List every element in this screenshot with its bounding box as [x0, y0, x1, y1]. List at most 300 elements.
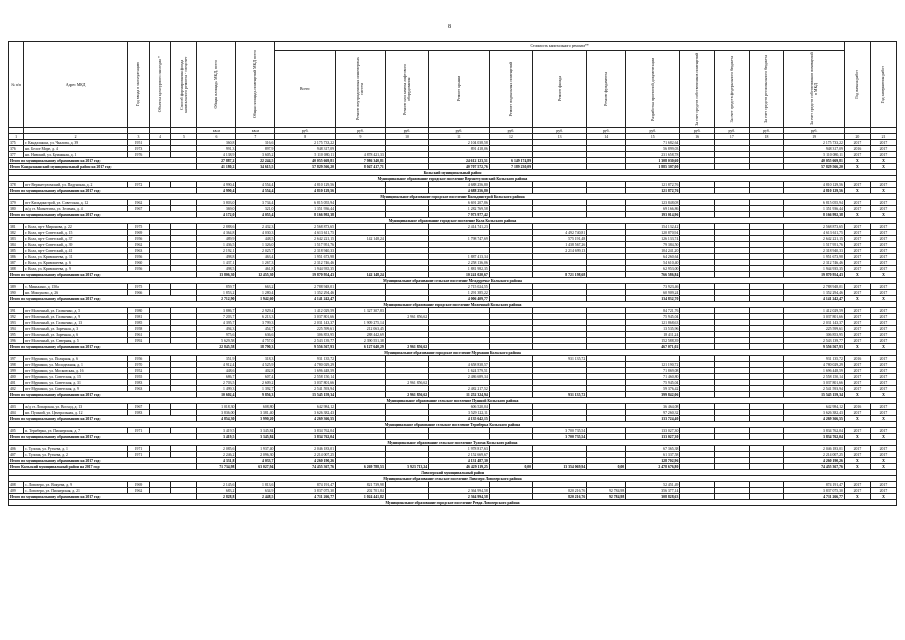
cell-col-11: 2 482 217,52: [429, 386, 490, 392]
cell-col-15: 133 027,30: [626, 428, 680, 434]
cell-col-19: 2 031 143,37: [784, 320, 845, 326]
table-body: [9, 128, 897, 506]
cell-col-21: X: [870, 344, 896, 350]
cell-col-7: 4 757,0: [236, 338, 275, 344]
cell-col-1: 377: [9, 152, 24, 158]
cell-col-2: с. Ловозеро, ул. Пионерская, д. 21: [24, 488, 128, 494]
cell-col-8: 4 613 611,75: [275, 230, 336, 236]
cell-col-19: 2 568 873,65: [784, 224, 845, 230]
cell-col-15: 133 724,40: [626, 416, 680, 422]
cell-col-20: 2017: [844, 326, 870, 332]
cell-col-8: 1 352 294,46: [275, 290, 336, 296]
column-number-cell: 21: [870, 134, 896, 140]
column-number-cell: 17: [715, 134, 750, 140]
total-label: Итого по муниципальному образованию на 2017 год:: [9, 392, 197, 398]
cell-col-21: X: [870, 272, 896, 278]
cell-col-2: пгт Мурмаши, ул. Советская, д. 9: [24, 386, 128, 392]
cell-col-20: 2017: [844, 254, 870, 260]
total-label: Итого по муниципальному образованию на 2017 год:: [9, 158, 197, 164]
cell-col-20: 2017: [844, 452, 870, 458]
cell-col-11: 4 688 256,80: [429, 188, 490, 194]
cell-col-7: 4 525,9: [236, 362, 275, 368]
cell-col-3: 1971: [128, 452, 150, 458]
cell-col-15: 67 365,38: [626, 446, 680, 452]
cell-col-21: 2017: [870, 260, 896, 266]
cell-col-15: 134 832,70: [626, 296, 680, 302]
cell-col-8: 225 599,61: [275, 326, 336, 332]
cell-col-1: 398: [9, 362, 24, 368]
col-repair-engineering: Ремонт внутридомовых инженерных систем: [336, 51, 386, 128]
cell-col-2: г. Кола, ул. Кривошеева, д. 6: [24, 260, 128, 266]
cell-col-21: 2017: [870, 338, 896, 344]
cell-col-15: 2 478 676,80: [626, 464, 680, 470]
cell-col-8: 2 543 139,77: [275, 338, 336, 344]
cell-col-2: пгт Мурмаши, ул. Полярная, д. 6: [24, 356, 128, 362]
cell-col-20: X: [844, 494, 870, 500]
section-title: Муниципальное образование городское поселение Мурмаши Кольского района: [9, 350, 897, 356]
cell-col-20: 2017: [844, 410, 870, 416]
cell-col-19: 2 642 221,15: [784, 236, 845, 242]
cell-col-8: 931 135,72: [275, 356, 336, 362]
cell-col-15: 133 027,30: [626, 434, 680, 440]
unit-cell: руб.: [784, 128, 845, 134]
cell-col-19: 57 829 566,20: [784, 164, 845, 170]
cell-col-8: 19 870 954,43: [275, 272, 336, 278]
section-title: Муниципальное образование городское поселение Молочный Кольского района: [9, 302, 897, 308]
cell-col-20: 2017: [844, 224, 870, 230]
cell-col-19: 19 870 954,43: [784, 272, 845, 278]
cell-col-21: 2017: [870, 446, 896, 452]
cell-col-21: X: [870, 458, 896, 464]
cell-col-3: 1976: [128, 152, 150, 158]
cell-col-7: 608,80: [236, 404, 275, 410]
cell-col-2: г. Кола, ул. Кривошеева, д. 9: [24, 266, 128, 272]
cell-col-7: 318,3: [236, 356, 275, 362]
section-title: Муниципальное образование сельское поселение Тулома Кольского района: [9, 440, 897, 446]
cell-col-9: 288 442,69: [336, 332, 386, 338]
page-number: 8: [448, 24, 451, 30]
cell-col-20: 2017: [844, 386, 870, 392]
cell-col-11: 2 364 994,58: [429, 488, 490, 494]
cell-col-21: 2017: [870, 326, 896, 332]
cell-col-7: 663,2: [236, 284, 275, 290]
cell-col-3: 1966: [128, 290, 150, 296]
cell-col-13: 931 135,72: [533, 356, 587, 362]
cell-col-9: 7 986 340,81: [336, 158, 386, 164]
cell-col-6: 1 437,1: [197, 260, 236, 266]
cell-col-8: 8 166 992,38: [275, 212, 336, 218]
cell-col-15: 36 464,08: [626, 404, 680, 410]
cell-col-21: 2017: [870, 314, 896, 320]
col-design-docs: Разработка проектной документации: [626, 51, 680, 128]
cell-col-20: X: [844, 458, 870, 464]
cell-col-8: 4 260 190,26: [275, 458, 336, 464]
cell-col-21: 2017: [870, 452, 896, 458]
cell-col-20: X: [844, 416, 870, 422]
cell-col-10: 2 961 856,62: [385, 392, 428, 398]
cell-col-19: 3 037 801,66: [784, 380, 845, 386]
cell-col-6: 3 419,5: [197, 428, 236, 434]
cell-col-2: нп. Белое Море, д. 4: [24, 146, 128, 152]
cell-col-11: 2 486 689,34: [429, 374, 490, 380]
cell-col-14: 0,00: [587, 464, 626, 470]
cell-col-8: 5 110 080,11: [275, 152, 336, 158]
cell-col-2: пгт Молочный, ул. Гальченко, д. 5: [24, 308, 128, 314]
cell-col-21: 2017: [870, 248, 896, 254]
section-title: Муниципальное образование городское поселение Верхнетуломский Кольского района: [9, 176, 897, 182]
cell-col-21: 2017: [870, 200, 896, 206]
cell-col-3: 1971: [128, 446, 150, 452]
cell-col-1: 409: [9, 488, 24, 494]
col-year-commissioning: Год ввода в эксплуатацию: [128, 42, 150, 128]
cell-col-15: 69 166,86: [626, 206, 680, 212]
cell-col-21: 2017: [870, 404, 896, 410]
cell-col-20: X: [844, 188, 870, 194]
cell-col-15: 121 190,72: [626, 362, 680, 368]
cell-col-21: 2017: [870, 482, 896, 488]
cell-col-3: 1956: [128, 266, 150, 272]
cell-col-8: 2 568 873,65: [275, 224, 336, 230]
cell-col-8: 4 141 242,47: [275, 296, 336, 302]
cell-col-13: 820 216,76: [533, 488, 587, 494]
section-title: Муниципальное образование сельское поселение Междуречье Кольского района: [9, 278, 897, 284]
cell-col-11: 606 520,04: [429, 404, 490, 410]
column-number-cell: 2: [24, 134, 128, 140]
column-number-cell: 19: [784, 134, 845, 140]
cell-col-21: X: [870, 434, 896, 440]
cell-col-3: 1956: [128, 236, 150, 242]
cell-col-19: 2 175 733,22: [784, 140, 845, 146]
cell-col-3: 1958: [128, 326, 150, 332]
unit-cell: руб.: [385, 128, 428, 134]
cell-col-15: 766 586,84: [626, 272, 680, 278]
cell-col-2: п. Териберка, ул. Пионерская, д. 7: [24, 428, 128, 434]
total-label: Итого по муниципальному образованию на 2017 год:: [9, 212, 197, 218]
cell-col-3: 1962: [128, 242, 150, 248]
cell-col-6: 3 419,5: [197, 434, 236, 440]
cell-col-11: 2 715 024,55: [429, 284, 490, 290]
unit-cell: кв.м: [197, 128, 236, 134]
cell-col-13: 575 191,48: [533, 236, 587, 242]
cell-col-21: X: [870, 494, 896, 500]
cell-col-3: 1955: [128, 374, 150, 380]
cell-col-15: 59 376,42: [626, 386, 680, 392]
cell-col-8: 40 055 669,81: [275, 158, 336, 164]
cell-col-1: 402: [9, 386, 24, 392]
cell-col-2: ж/д ст. Магнетиты, ул. Зеленая, д. 4: [24, 206, 128, 212]
cell-col-19: 4 141 242,47: [784, 296, 845, 302]
cell-col-8: 15 545 159,34: [275, 392, 336, 398]
cell-col-8: 1 951 673,98: [275, 254, 336, 260]
cell-col-3: 1969: [128, 230, 150, 236]
cell-col-9: 1 909 275,14: [336, 320, 386, 326]
cell-col-15: 52 451,49: [626, 482, 680, 488]
cell-col-13: 3 700 735,54: [533, 434, 587, 440]
cell-col-21: X: [870, 188, 896, 194]
cell-col-13: 1 438 567,26: [533, 242, 587, 248]
cell-col-21: 2017: [870, 410, 896, 416]
cell-col-15: 62 953,00: [626, 266, 680, 272]
cell-col-21: 2017: [870, 290, 896, 296]
cell-col-20: 2017: [844, 290, 870, 296]
cell-col-7: 3 345,84: [236, 428, 275, 434]
cell-col-20: 2017: [844, 260, 870, 266]
cell-col-3: 1960: [128, 260, 150, 266]
col-cultural-heritage: Объекты культурного наследия *: [149, 42, 171, 128]
cell-col-2: г. Кола, пр-т Миронова, д. 22: [24, 224, 128, 230]
cell-col-6: 4 138,9: [197, 152, 236, 158]
cell-col-8: 2 214 007,25: [275, 452, 336, 458]
cell-col-8: 1 412 029,59: [275, 308, 336, 314]
cell-col-3: 1983: [128, 410, 150, 416]
cell-col-6: 2 712,90: [197, 296, 236, 302]
cell-col-21: 2017: [870, 386, 896, 392]
cell-col-15: 71 460,80: [626, 374, 680, 380]
cell-col-19: 2 214 007,25: [784, 452, 845, 458]
cell-col-19: 2 318 940,33: [784, 248, 845, 254]
cell-col-19: 2 312 746,46: [784, 260, 845, 266]
cell-col-8: 6 815 055,94: [275, 200, 336, 206]
cell-col-6: 494,3: [197, 326, 236, 332]
cell-col-6: 369,0: [197, 206, 236, 212]
cell-col-15: 399 842,06: [626, 392, 680, 398]
cell-col-11: 40 707 572,76: [429, 164, 490, 170]
cell-col-6: 22 845,58: [197, 344, 236, 350]
col-total-area: Общая площадь МКД, всего: [197, 42, 236, 128]
column-number-cell: 20: [844, 134, 870, 140]
cell-col-6: 10 602,4: [197, 392, 236, 398]
cell-col-19: 4 810 129,56: [784, 188, 845, 194]
cell-col-20: 2016: [844, 146, 870, 152]
cell-col-6: 4 331,8: [197, 458, 236, 464]
cell-col-6: 1 436,5: [197, 242, 236, 248]
cell-col-2: с. Минькино, д. 150а: [24, 284, 128, 290]
col-premises-area: Общая площадь помещений МКД всего: [236, 42, 275, 128]
cell-col-1: 391: [9, 308, 24, 314]
cell-col-21: 2017: [870, 224, 896, 230]
total-label: Итого Кольский муниципальный район на 2017 год:: [9, 464, 197, 470]
cell-col-1: 394: [9, 326, 24, 332]
cell-col-1: 378: [9, 182, 24, 188]
unit-cell: руб.: [489, 128, 532, 134]
cell-col-20: X: [844, 434, 870, 440]
cell-col-20: 2017: [844, 446, 870, 452]
cell-col-8: 2 541 593,94: [275, 386, 336, 392]
cell-col-6: 498,5: [197, 266, 236, 272]
cell-col-6: 4 990,4: [197, 188, 236, 194]
cell-col-7: 4 554,4: [236, 188, 275, 194]
cell-col-19: 1 696 448,59: [784, 368, 845, 374]
cell-col-13: 2 214 699,13: [533, 248, 587, 254]
col-fund-local: За счет средств собственников помещений в МКД: [784, 51, 845, 128]
cell-col-1: 390: [9, 290, 24, 296]
cell-col-20: X: [844, 392, 870, 398]
cell-col-1: 407: [9, 452, 24, 458]
cell-col-6: 2 703,5: [197, 380, 236, 386]
cell-col-19: 4 810 129,56: [784, 182, 845, 188]
cell-col-7: 1 326,0: [236, 242, 275, 248]
col-total: Всего:: [275, 51, 336, 128]
cell-col-19: 2 543 139,77: [784, 338, 845, 344]
cell-col-11: 6 691 207,86: [429, 200, 490, 206]
cell-col-3: 1980: [128, 308, 150, 314]
cell-col-1: 385: [9, 248, 24, 254]
cell-col-19: 642 984,12: [784, 404, 845, 410]
cell-col-21: 2017: [870, 380, 896, 386]
cell-col-19: 6 815 055,94: [784, 200, 845, 206]
cell-col-21: 2017: [870, 140, 896, 146]
cell-col-11: 1 624 579,51: [429, 368, 490, 374]
cell-col-7: 1 937,40: [236, 446, 275, 452]
cell-col-13: 820 216,76: [533, 494, 587, 500]
cell-col-3: 1962: [128, 488, 150, 494]
cell-col-13: 8 721 198,68: [533, 272, 587, 278]
cell-col-11: 7 973 977,42: [429, 212, 490, 218]
unit-cell: руб.: [680, 128, 715, 134]
cell-col-1: 408: [9, 482, 24, 488]
cell-col-2: пгт Молочный, ул. Заречная, д. 6: [24, 332, 128, 338]
cell-col-9: 8 047 417,71: [336, 164, 386, 170]
cell-col-21: 2017: [870, 488, 896, 494]
cell-col-7: 3 605,2: [236, 152, 275, 158]
cell-col-20: 2017: [844, 284, 870, 290]
cell-col-7: 897,9: [236, 146, 275, 152]
cell-col-6: 1 853,2: [197, 290, 236, 296]
total-label: Итого по муниципальному образованию на 2017 год:: [9, 416, 197, 422]
cell-col-6: 4 172,0: [197, 212, 236, 218]
cell-col-8: 2 175 733,22: [275, 140, 336, 146]
cell-col-7: 4 030,3: [236, 230, 275, 236]
cell-col-19: 1 351 936,44: [784, 206, 845, 212]
cell-col-7: 2 448,5: [236, 494, 275, 500]
cell-col-19: 306 853,95: [784, 332, 845, 338]
cell-col-2: г. Кола, пр-т Советский, д. 39: [24, 242, 128, 248]
column-number-cell: 15: [626, 134, 680, 140]
cell-col-1: 399: [9, 368, 24, 374]
cell-col-9: 4 878 421,33: [336, 152, 386, 158]
cell-col-8: 3 626 382,43: [275, 410, 336, 416]
cell-col-6: 27 887,2: [197, 158, 236, 164]
section-title: Муниципальное образование сельское поселение Пушной Кольского района: [9, 398, 897, 404]
cell-col-2: пгт Молочный, ул. Северная, д. 5: [24, 338, 128, 344]
cell-col-2: нп. Нивский, ул. Бумажная, д. 1: [24, 152, 128, 158]
cell-col-8: 3 834 762,04: [275, 428, 336, 434]
cell-col-15: 75 945,04: [626, 314, 680, 320]
cell-col-19: 8 166 992,38: [784, 212, 845, 218]
cell-col-7: 3 799,3: [236, 320, 275, 326]
cell-col-8: 2 312 746,46: [275, 260, 336, 266]
cell-col-15: 71 869,08: [626, 368, 680, 374]
unit-cell: руб.: [429, 128, 490, 134]
cell-col-20: X: [844, 164, 870, 170]
cell-col-6: 683,2: [197, 488, 236, 494]
cell-col-19: 9 556 567,93: [784, 344, 845, 350]
cell-col-7: 34 615,5: [236, 164, 275, 170]
cell-col-20: 2017: [844, 242, 870, 248]
cell-col-2: нп. Пушной, ул. Центральная, д. 12: [24, 410, 128, 416]
cell-col-10: 2 961 856,62: [385, 314, 428, 320]
cell-col-8: 2 031 143,37: [275, 320, 336, 326]
cell-col-15: 1 308 030,60: [626, 158, 680, 164]
cell-col-7: 636,6: [236, 332, 275, 338]
cell-col-3: 1956: [128, 356, 150, 362]
column-number-cell: 9: [336, 134, 386, 140]
cell-col-19: 1 517 951,76: [784, 242, 845, 248]
cell-col-6: 2 145,6: [197, 482, 236, 488]
cell-col-8: 9 556 567,93: [275, 344, 336, 350]
section-title: Ловозерский муниципальный район: [9, 470, 897, 476]
cell-col-8: 4 269 366,55: [275, 416, 336, 422]
cell-col-2: нп. Мишуково, д. 26: [24, 290, 128, 296]
cell-col-20: 2017: [844, 200, 870, 206]
cell-col-2: г. Кола, пр-т Советский, д. 37: [24, 236, 128, 242]
cell-col-3: 1970: [128, 362, 150, 368]
cell-col-1: 392: [9, 314, 24, 320]
cell-col-7: 316,6: [236, 140, 275, 146]
cell-col-19: 4 711 266,77: [784, 494, 845, 500]
cell-col-15: 97 260,32: [626, 410, 680, 416]
cell-col-9: 2 390 551,38: [336, 338, 386, 344]
section-title: Муниципальное образование сельское поселение Ловозеро Ловозерского района: [9, 476, 897, 482]
cell-col-6: 41 180,2: [197, 164, 236, 170]
cell-col-15: 54 610,40: [626, 260, 680, 266]
cell-col-9: 142 148,24: [336, 236, 386, 242]
cell-col-14: 92 784,98: [587, 494, 626, 500]
cell-col-12: 7 189 230,09: [489, 164, 532, 170]
column-number-cell: 5: [171, 134, 197, 140]
cell-col-20: 2017: [844, 368, 870, 374]
cell-col-7: 2 025,7: [236, 248, 275, 254]
cell-col-7: 4 055,4: [236, 212, 275, 218]
cell-col-3: 1962: [128, 200, 150, 206]
unit-cell: руб.: [587, 128, 626, 134]
cell-col-19: 3 834 762,04: [784, 434, 845, 440]
cell-col-21: 2017: [870, 266, 896, 272]
cell-col-21: X: [870, 212, 896, 218]
cell-col-3: 1972: [128, 182, 150, 188]
cell-col-11: 1 291 385,22: [429, 290, 490, 296]
cell-col-15: 79 384,50: [626, 242, 680, 248]
cell-col-8: 2 046 183,01: [275, 446, 336, 452]
cell-col-21: X: [870, 392, 896, 398]
cell-col-6: 2 192,1: [197, 248, 236, 254]
total-label: Итого по муниципальному образованию на 2017 год:: [9, 272, 197, 278]
column-number-cell: 13: [533, 134, 587, 140]
cell-col-1: 376: [9, 146, 24, 152]
cell-col-3: 1967: [128, 206, 150, 212]
col-financing-method: Способ формирования фонда капитального ремонта - спецсчет: [171, 42, 197, 128]
cell-col-15: 121 872,76: [626, 188, 680, 194]
cell-col-21: 2017: [870, 332, 896, 338]
cell-col-6: 71 734,98: [197, 464, 236, 470]
cell-col-20: 2017: [844, 308, 870, 314]
cell-col-11: 11 252 324,94: [429, 392, 490, 398]
column-number-cell: 16: [680, 134, 715, 140]
column-number-cell: 18: [749, 134, 784, 140]
cell-col-8: 642 984,12: [275, 404, 336, 410]
cell-col-15: 126 133,74: [626, 236, 680, 242]
cell-col-7: 3 381,40: [236, 410, 275, 416]
cell-col-3: 1967: [128, 404, 150, 410]
cell-col-11: 1 282 769,58: [429, 206, 490, 212]
cell-col-20: 2017: [844, 338, 870, 344]
cell-col-6: 686,7: [197, 374, 236, 380]
cell-col-15: 13 535,96: [626, 326, 680, 332]
cell-col-20: 2017: [844, 362, 870, 368]
cell-col-20: 2017: [844, 488, 870, 494]
cell-col-7: 3 345,84: [236, 434, 275, 440]
cell-col-3: 1963: [128, 386, 150, 392]
